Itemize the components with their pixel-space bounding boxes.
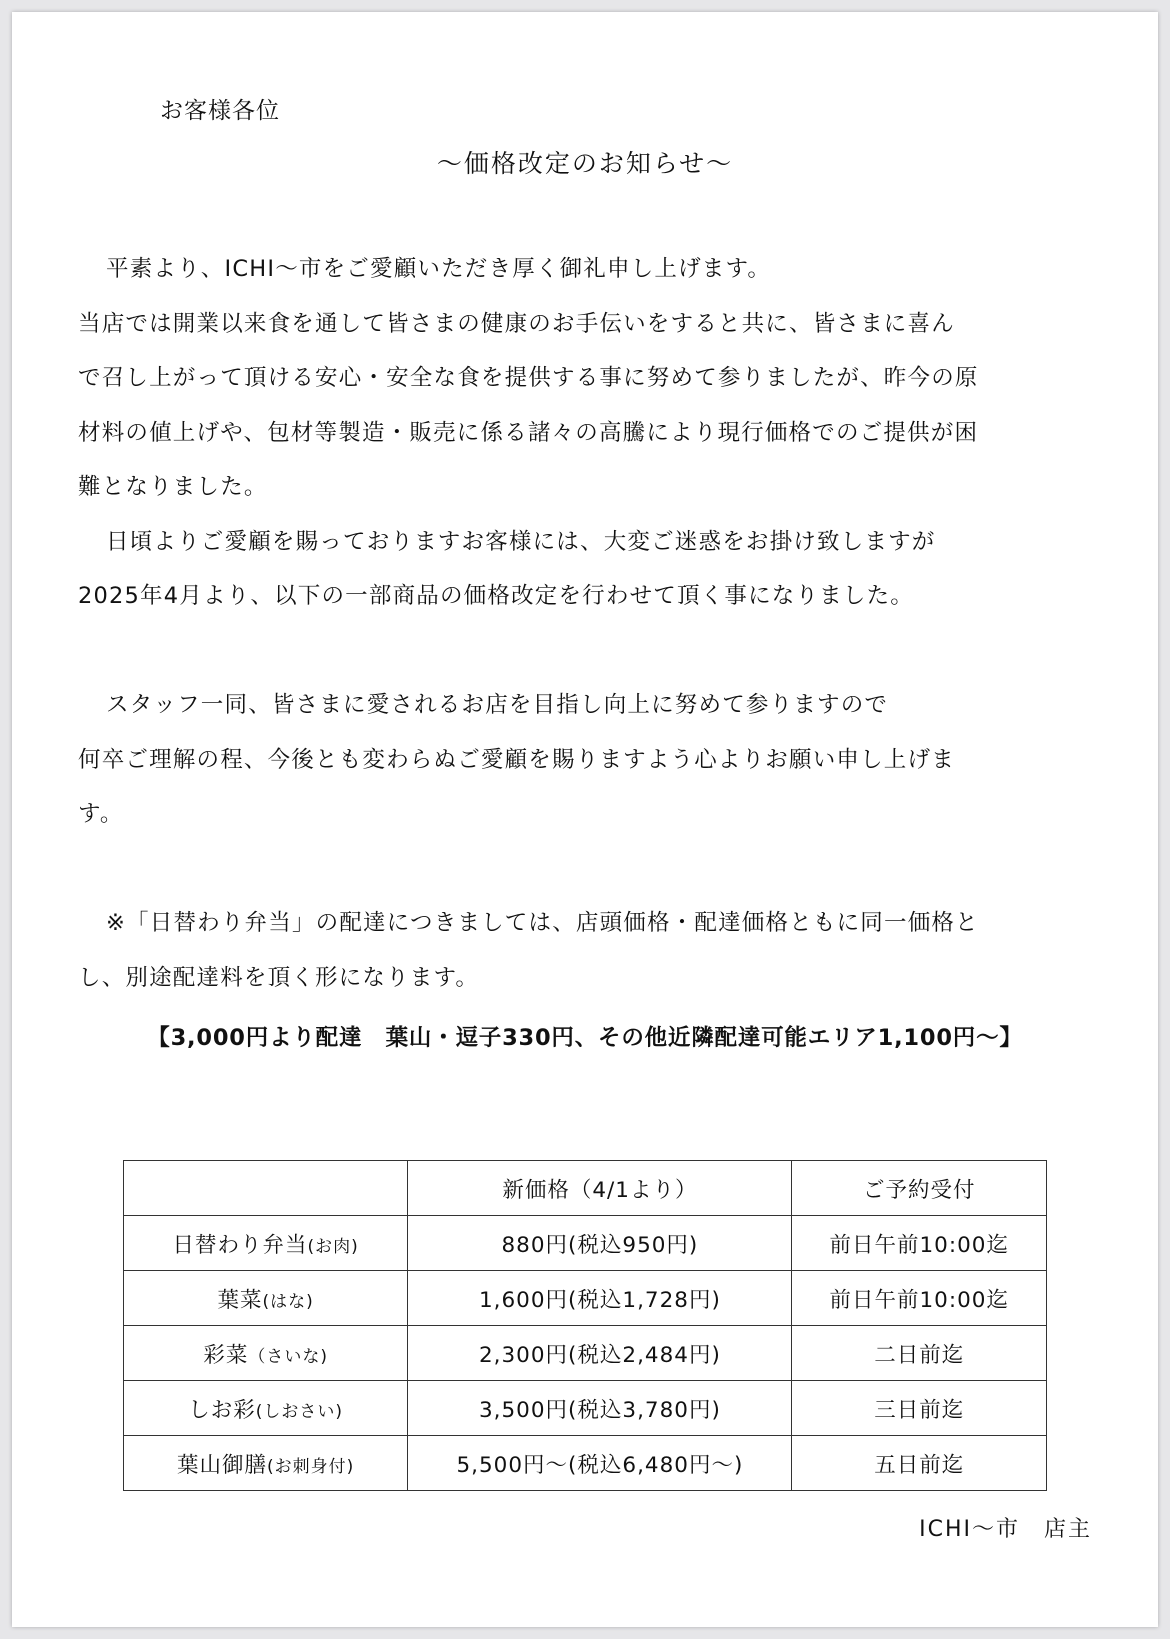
price-cell: 5,500円～(税込6,480円～) bbox=[408, 1436, 792, 1491]
body-line: し、別途配達料を頂く形になります。 bbox=[78, 964, 480, 991]
addressee: お客様各位 bbox=[160, 98, 280, 124]
product-name: 彩菜 bbox=[203, 1342, 249, 1368]
table-row bbox=[124, 1271, 1047, 1326]
price-table bbox=[123, 1160, 1047, 1491]
product-cell bbox=[124, 1216, 408, 1271]
table-row bbox=[124, 1326, 1047, 1381]
blank-line bbox=[78, 842, 1108, 897]
reservation-cell: 前日午前10:00迄 bbox=[792, 1216, 1047, 1271]
header-cell: 新価格（4/1より） bbox=[408, 1161, 792, 1216]
body-line: 平素より、ICHI～市をご愛顧いただき厚く御礼申し上げます。 bbox=[106, 256, 772, 282]
product-name: 葉山御膳 bbox=[177, 1452, 268, 1478]
table-row bbox=[124, 1216, 1047, 1271]
reservation-cell: 三日前迄 bbox=[792, 1381, 1047, 1436]
product-note: （さいな) bbox=[248, 1346, 328, 1367]
body-line: 日頃よりご愛顧を賜っておりますお客様には、大変ご迷惑をお掛け致しますが bbox=[106, 528, 936, 555]
body-line: す。 bbox=[78, 801, 124, 827]
product-cell bbox=[124, 1381, 408, 1436]
table-header-row bbox=[124, 1161, 1047, 1216]
body-line: 2025年4月より、以下の一部商品の価格改定を行わせて頂く事になりました。 bbox=[78, 583, 914, 609]
notice-body bbox=[78, 242, 1108, 1005]
header-cell bbox=[124, 1161, 408, 1216]
body-line: スタッフ一同、皆さまに愛されるお店を目指し向上に努めて参りますので bbox=[106, 692, 889, 718]
reservation-cell: 五日前迄 bbox=[792, 1436, 1047, 1491]
page-title: ～価格改定のお知らせ～ bbox=[436, 149, 734, 178]
body-line: で召し上がって頂ける安心・安全な食を提供する事に努めて参りましたが、昨今の原 bbox=[78, 365, 979, 391]
document-page bbox=[12, 12, 1158, 1627]
body-line: ※「日替わり弁当」の配達につきましては、店頭価格・配達価格ともに同一価格と bbox=[106, 910, 979, 936]
delivery-note: 【3,000円より配達 葉山・逗子330円、その他近隣配達可能エリア1,100円～】 bbox=[147, 1025, 1023, 1051]
price-cell: 2,300円(税込2,484円) bbox=[408, 1326, 792, 1381]
body-line: 難となりました。 bbox=[78, 474, 268, 500]
product-name: 葉菜 bbox=[217, 1287, 263, 1313]
product-cell bbox=[124, 1436, 408, 1491]
reservation-cell: 前日午前10:00迄 bbox=[792, 1271, 1047, 1326]
product-name: 日替わり弁当 bbox=[172, 1232, 308, 1258]
blank-line bbox=[78, 624, 1108, 679]
reservation-cell: 二日前迄 bbox=[792, 1326, 1047, 1381]
product-cell bbox=[124, 1326, 408, 1381]
product-note: (お肉) bbox=[307, 1236, 359, 1257]
body-line: 当店では開業以来食を通して皆さまの健康のお手伝いをすると共に、皆さまに喜ん bbox=[78, 310, 955, 337]
body-line: 何卒ご理解の程、今後とも変わらぬご愛顧を賜りますよう心よりお願い申し上げま bbox=[78, 746, 955, 773]
body-line: 材料の値上げや、包材等製造・販売に係る諸々の高騰により現行価格でのご提供が困 bbox=[78, 419, 979, 446]
table-row bbox=[124, 1381, 1047, 1436]
header-cell: ご予約受付 bbox=[792, 1161, 1047, 1216]
price-cell: 3,500円(税込3,780円) bbox=[408, 1381, 792, 1436]
price-cell: 880円(税込950円) bbox=[408, 1216, 792, 1271]
product-cell bbox=[124, 1271, 408, 1326]
table-row bbox=[124, 1436, 1047, 1491]
product-note: (お刺身付) bbox=[267, 1456, 355, 1477]
product-note: (はな) bbox=[262, 1291, 314, 1312]
signature: ICHI～市 店主 bbox=[919, 1517, 1092, 1542]
product-name: しお彩 bbox=[188, 1397, 256, 1423]
product-note: (しおさい) bbox=[255, 1401, 344, 1422]
price-cell: 1,600円(税込1,728円) bbox=[408, 1271, 792, 1326]
